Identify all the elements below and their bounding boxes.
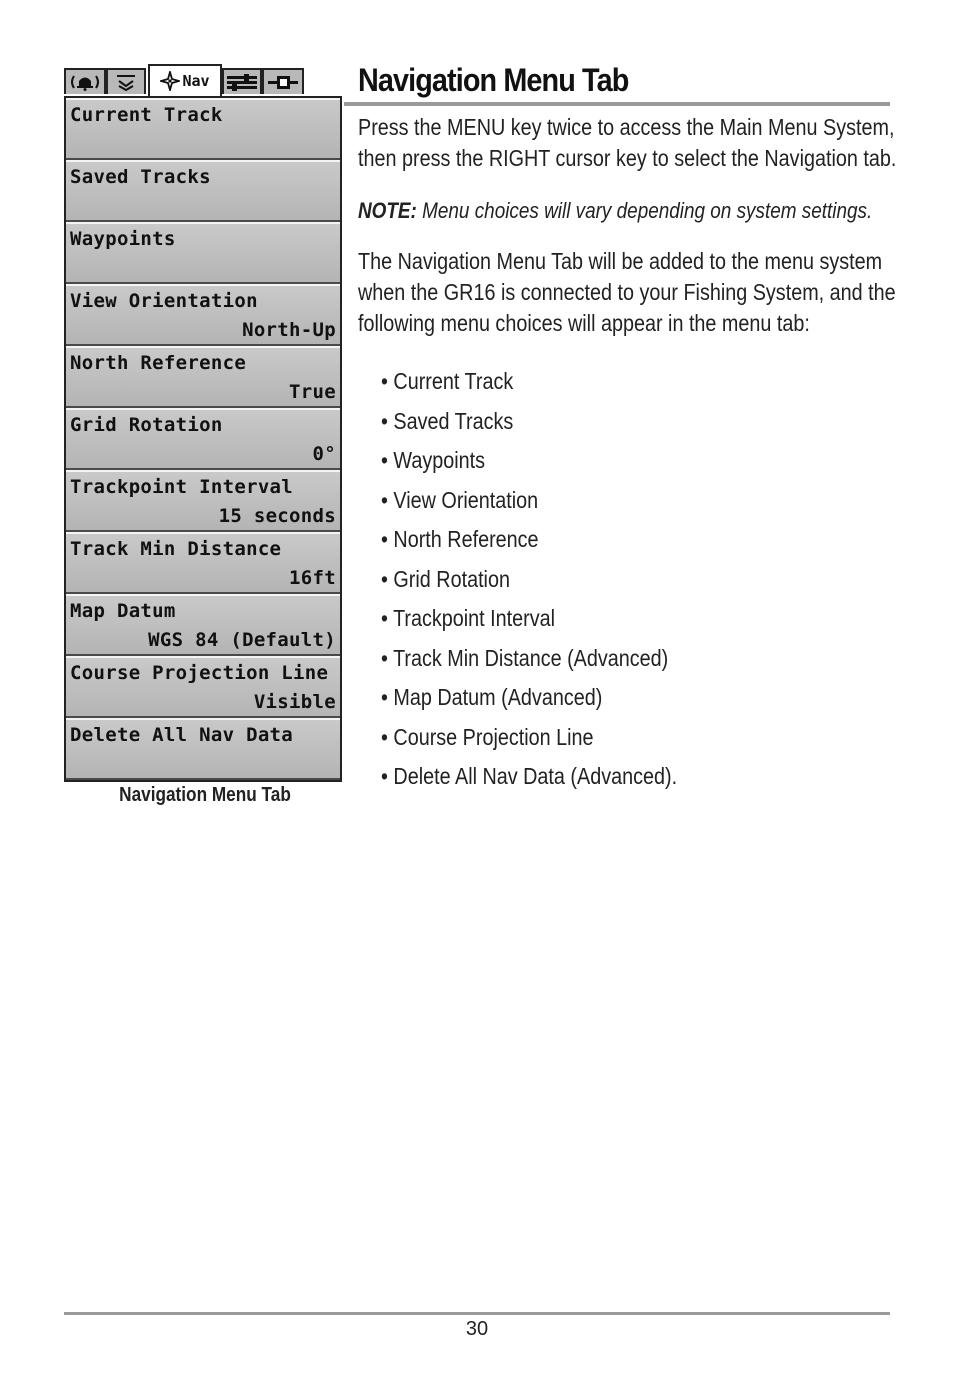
note-label: NOTE: — [358, 198, 417, 223]
setup-sliders-icon — [226, 73, 258, 91]
section-header — [358, 60, 898, 100]
tab-setup[interactable] — [222, 68, 262, 94]
navigation-menu-screen — [64, 64, 342, 782]
list-item: • Saved Tracks — [381, 407, 514, 434]
menu-item-saved-tracks[interactable] — [66, 160, 340, 222]
menu-item-view-orientation[interactable] — [66, 284, 340, 346]
menu-item-grid-rotation[interactable] — [66, 408, 340, 470]
list-item: • Grid Rotation — [381, 565, 510, 592]
list-item: • Current Track — [381, 368, 514, 394]
list-item: • Map Datum (Advanced) — [381, 684, 603, 710]
menu-item-label: Course Projection Line — [70, 662, 329, 684]
list-item: • Delete All Nav Data (Advanced). — [381, 763, 678, 789]
menu-item-label: Saved Tracks — [70, 166, 211, 188]
figure-caption: Navigation Menu Tab — [119, 784, 291, 806]
menu-item-course-projection-line[interactable] — [66, 656, 340, 718]
tab-sonar[interactable] — [106, 68, 146, 94]
menu-item-label: View Orientation — [70, 290, 258, 312]
menu-item-label: North Reference — [70, 352, 247, 374]
menu-item-waypoints[interactable] — [66, 222, 340, 284]
menu-item-north-reference[interactable] — [66, 346, 340, 408]
intro-line: then press the RIGHT cursor key to select the Navigation tab. — [358, 145, 897, 171]
note-paragraph — [358, 195, 873, 226]
menu-item-current-track[interactable] — [66, 98, 340, 160]
menu-item-trackpoint-interval[interactable] — [66, 470, 340, 532]
sonar-icon — [114, 73, 138, 91]
tab-nav[interactable] — [148, 64, 222, 96]
menu-item-value: 0° — [312, 443, 336, 465]
description-line: following menu choices will appear in the menu tab: — [358, 310, 810, 336]
accessories-plug-icon — [267, 73, 299, 91]
page-number: 30 — [465, 1318, 489, 1340]
menu-item-value: 15 seconds — [218, 505, 336, 527]
menu-item-delete-all-nav-data[interactable] — [66, 718, 340, 780]
menu-item-value: True — [289, 381, 336, 403]
navigation-star-icon — [160, 71, 180, 91]
tab-nav-label: Nav — [182, 72, 210, 90]
menu-item-value: WGS 84 (Default) — [148, 629, 336, 651]
note-text: Menu choices will vary depending on system settings. — [416, 198, 873, 223]
list-item: • Course Projection Line — [381, 723, 594, 750]
description-paragraph — [358, 246, 896, 339]
menu-item-map-datum[interactable] — [66, 594, 340, 656]
menu-item-label: Track Min Distance — [70, 538, 282, 560]
list-item: • Track Min Distance (Advanced) — [381, 644, 669, 671]
description-line: The Navigation Menu Tab will be added to the menu system — [358, 248, 883, 274]
menu-choices-list — [381, 362, 725, 797]
intro-paragraph — [358, 112, 897, 174]
heading-divider — [344, 102, 890, 106]
menu-item-label: Map Datum — [70, 600, 176, 622]
intro-line: Press the MENU key twice to access the Main Menu System, — [358, 114, 895, 140]
tab-accessories[interactable] — [262, 68, 304, 94]
footer-divider — [64, 1312, 890, 1315]
list-item: • View Orientation — [381, 486, 539, 513]
menu-item-label: Grid Rotation — [70, 414, 223, 436]
list-item: • Waypoints — [381, 447, 486, 473]
list-item: • North Reference — [381, 526, 539, 552]
menu-list — [64, 96, 342, 782]
menu-item-value: North-Up — [242, 319, 336, 341]
tab-alarms[interactable] — [64, 68, 106, 94]
page-title: Navigation Menu Tab — [358, 62, 629, 98]
alarms-icon — [68, 73, 102, 91]
list-item: • Trackpoint Interval — [381, 605, 556, 631]
menu-item-label: Delete All Nav Data — [70, 724, 294, 746]
menu-item-label: Waypoints — [70, 228, 176, 250]
menu-item-label: Current Track — [70, 104, 223, 126]
menu-tab-bar — [64, 64, 342, 96]
menu-item-label: Trackpoint Interval — [70, 476, 294, 498]
menu-item-value: Visible — [253, 691, 336, 713]
description-line: when the GR16 is connected to your Fishing System, and the — [358, 279, 896, 305]
menu-item-value: 16ft — [289, 567, 336, 589]
menu-item-track-min-distance[interactable] — [66, 532, 340, 594]
